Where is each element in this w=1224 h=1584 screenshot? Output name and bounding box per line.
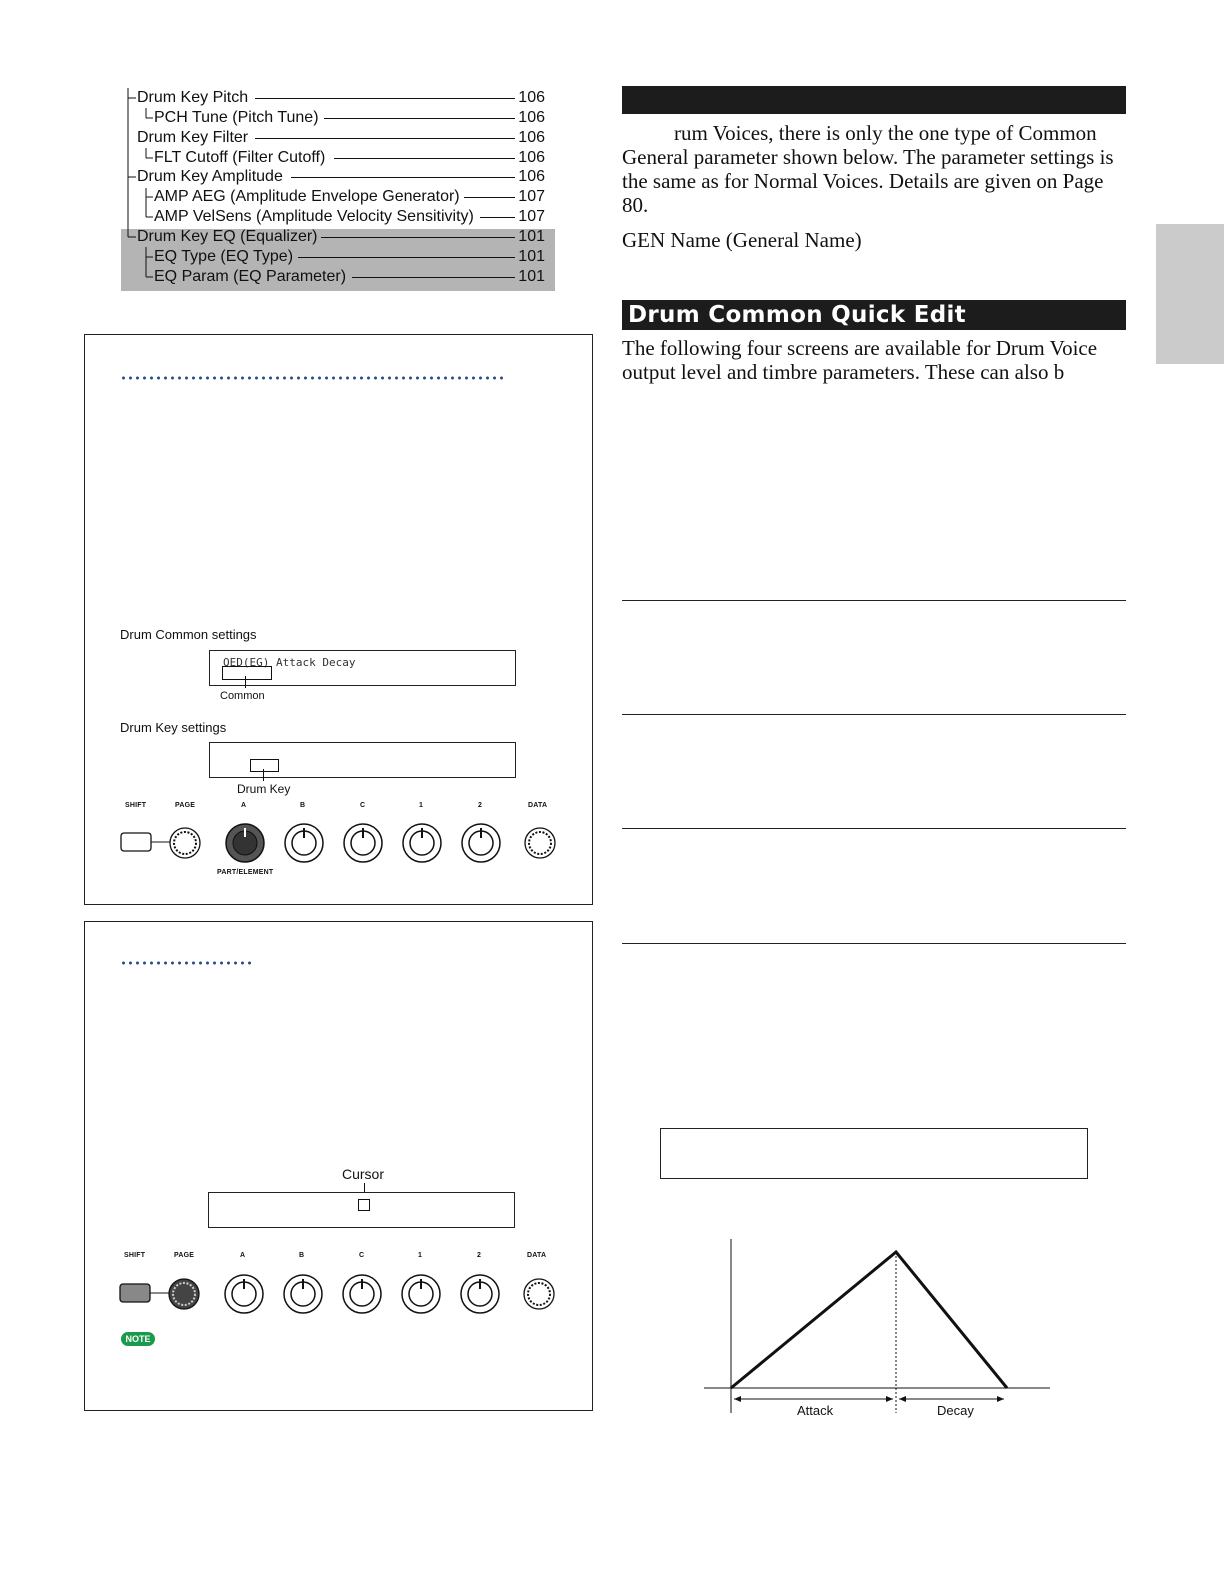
knob-label-1: 1 <box>419 802 424 809</box>
knob-label-a: A <box>240 1252 246 1259</box>
envelope-diagram <box>700 1235 1060 1425</box>
knob-label-a: A <box>241 802 247 809</box>
knob-c <box>344 824 382 862</box>
dotted-heading-rule <box>120 961 255 965</box>
divider <box>622 600 1126 601</box>
knob-label-b: B <box>299 1252 305 1259</box>
shift-button <box>121 833 151 851</box>
toc-row <box>154 207 545 227</box>
knob-1 <box>403 824 441 862</box>
lcd-text: QED(EG) Attack Decay <box>223 656 356 669</box>
note-badge: NOTE <box>121 1332 155 1346</box>
toc-row <box>137 227 545 247</box>
knob-2 <box>461 1275 499 1313</box>
toc-row <box>154 247 545 267</box>
controls-row <box>85 1272 594 1322</box>
toc-row <box>154 187 545 207</box>
envelope-graph <box>700 1235 1060 1425</box>
section-title: Drum Common Quick Edit <box>628 302 966 328</box>
callout-line <box>245 676 246 688</box>
drum-common-settings-label: Drum Common settings <box>120 627 257 642</box>
knob-label-b: B <box>300 802 306 809</box>
knob-label-shift: SHIFT <box>124 1252 146 1259</box>
toc-page: 106 <box>518 89 545 106</box>
toc-row <box>154 148 545 168</box>
toc-page: 101 <box>518 248 545 265</box>
common-general-paragraph: rum Voices, there is only the one type of Common General parameter shown below. The parameter settings is the same as for Normal Voices. Details are given on Page 80. <box>622 121 1114 217</box>
toc-label: Drum Key EQ (Equalizer) <box>137 228 318 245</box>
page-dial <box>170 828 200 858</box>
cursor-box <box>250 759 279 772</box>
drum-key-tag: Drum Key <box>237 782 291 796</box>
data-dial <box>525 828 555 858</box>
knob-label-page: PAGE <box>175 802 196 809</box>
knob-a <box>225 1275 263 1313</box>
lcd-common <box>209 650 516 686</box>
knob-label-2: 2 <box>477 1252 482 1259</box>
dotted-heading-rule <box>120 376 505 380</box>
knob-label-2: 2 <box>478 802 483 809</box>
data-dial <box>524 1279 554 1309</box>
toc-label: AMP VelSens (Amplitude Velocity Sensitivity) <box>154 208 474 225</box>
divider <box>622 714 1126 715</box>
knob-label-1: 1 <box>418 1252 423 1259</box>
cursor-box <box>358 1199 370 1211</box>
part-element-label: PART/ELEMENT <box>217 869 274 876</box>
attack-label: Attack <box>797 1403 834 1418</box>
toc-page: 107 <box>518 188 545 205</box>
knob-label-data: DATA <box>527 1252 547 1259</box>
drum-key-settings-label: Drum Key settings <box>120 720 227 735</box>
side-tab <box>1156 224 1224 364</box>
cursor-panel <box>84 921 593 1411</box>
knob-b <box>285 824 323 862</box>
lcd-drum-key <box>209 742 516 778</box>
toc <box>0 0 600 300</box>
decay-label: Decay <box>937 1403 974 1418</box>
controls-row <box>85 820 594 870</box>
knob-1 <box>402 1275 440 1313</box>
toc-row <box>137 128 545 148</box>
knob-2 <box>462 824 500 862</box>
toc-page: 106 <box>518 149 545 166</box>
lcd-screen-right <box>660 1128 1088 1179</box>
lcd-cursor <box>208 1192 515 1228</box>
toc-page: 106 <box>518 168 545 185</box>
toc-label: EQ Type (EQ Type) <box>154 248 294 265</box>
toc-label: Drum Key Filter <box>137 129 249 146</box>
shift-button <box>120 1284 150 1302</box>
toc-label: EQ Param (EQ Parameter) <box>154 268 347 285</box>
toc-page: 106 <box>518 129 545 146</box>
toc-page: 101 <box>518 268 545 285</box>
toc-label: AMP AEG (Amplitude Envelope Generator) <box>154 188 460 205</box>
common-label: Common <box>220 690 265 702</box>
toc-page: 106 <box>518 109 545 126</box>
toc-page: 107 <box>518 208 545 225</box>
knob-c <box>343 1275 381 1313</box>
toc-row <box>154 108 545 128</box>
toc-row <box>154 267 545 287</box>
header-bar <box>622 86 1126 114</box>
callout-line <box>263 769 264 781</box>
section-header <box>622 300 1126 330</box>
knob-b <box>284 1275 322 1313</box>
toc-label: PCH Tune (Pitch Tune) <box>154 109 319 126</box>
gen-name-heading: GEN Name (General Name) <box>622 228 862 252</box>
toc-page: 101 <box>518 228 545 245</box>
knob-label-data: DATA <box>528 802 548 809</box>
toc-row <box>137 88 545 108</box>
divider <box>622 943 1126 944</box>
toc-row <box>137 167 545 187</box>
knob-label-shift: SHIFT <box>125 802 147 809</box>
toc-label: Drum Key Amplitude <box>137 168 283 185</box>
knob-a <box>226 824 264 862</box>
toc-label: Drum Key Pitch <box>137 89 249 106</box>
drum-common-key-panel <box>84 334 593 905</box>
cursor-label: Cursor <box>342 1166 385 1182</box>
divider <box>622 828 1126 829</box>
cursor-box <box>222 666 272 680</box>
quick-edit-paragraph: The following four screens are available for Drum Voice output level and timbre parameters. These can also b <box>622 336 1098 384</box>
page-dial <box>169 1279 199 1309</box>
toc-label: FLT Cutoff (Filter Cutoff) <box>154 149 326 166</box>
knob-label-c: C <box>360 802 366 809</box>
knob-label-page: PAGE <box>174 1252 195 1259</box>
knob-label-c: C <box>359 1252 365 1259</box>
